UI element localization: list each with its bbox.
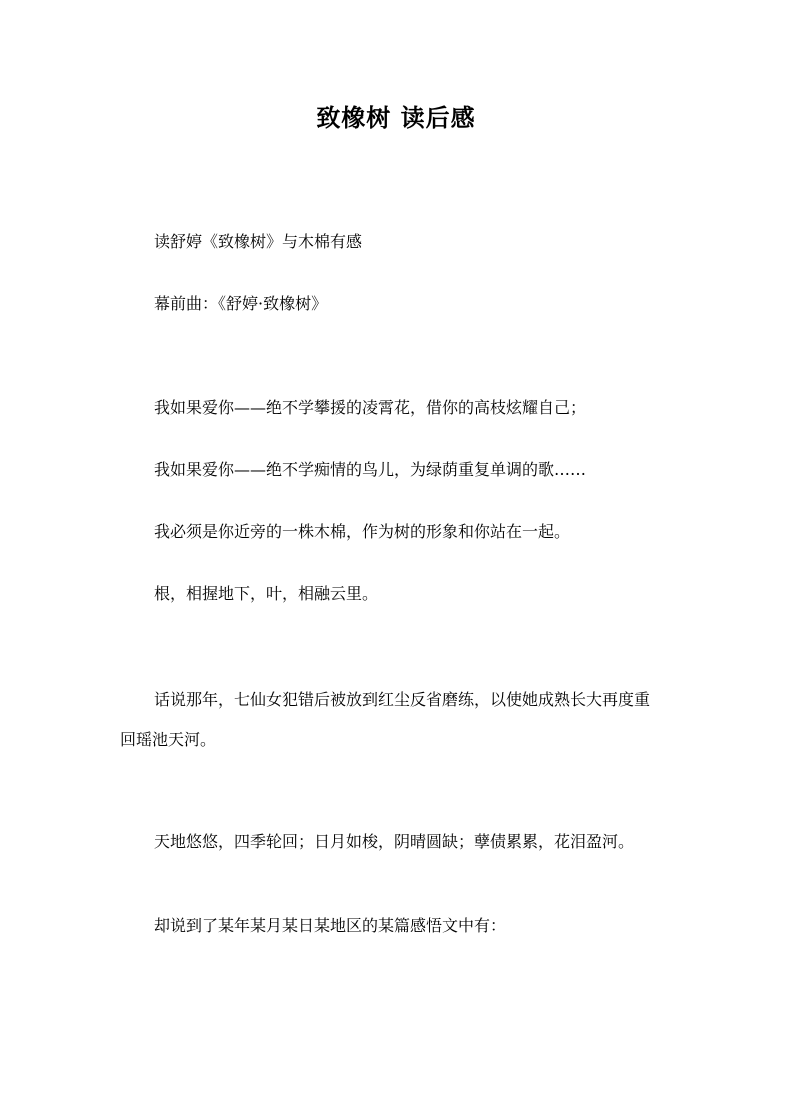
paragraph-poem-line-4: 根，相握地下，叶，相融云里。 — [154, 584, 379, 603]
paragraph-poem-line-3: 我必须是你近旁的一株木棉，作为树的形象和你站在一起。 — [154, 522, 571, 541]
paragraph-subtitle: 读舒婷《致橡树》与木棉有感 — [154, 232, 363, 251]
paragraph-story: 话说那年，七仙女犯错后被放到红尘反省磨练，以使她成熟长大再度重回瑶池天河。 — [120, 690, 651, 749]
paragraph-prelude: 幕前曲：《舒婷·致橡树》 — [154, 294, 328, 313]
paragraph-poem-line-2: 我如果爱你——绝不学痴情的鸟儿，为绿荫重复单调的歌…… — [154, 460, 587, 479]
page-title: 致橡树 读后感 — [316, 103, 476, 132]
paragraph-poem-line-1: 我如果爱你——绝不学攀援的凌霄花，借你的高枝炫耀自己； — [154, 398, 587, 417]
paragraph-essay-intro: 却说到了某年某月某日某地区的某篇感悟文中有： — [154, 916, 507, 935]
paragraph-seasons: 天地悠悠，四季轮回；日月如梭，阴晴圆缺；孽债累累，花泪盈河。 — [154, 832, 635, 851]
